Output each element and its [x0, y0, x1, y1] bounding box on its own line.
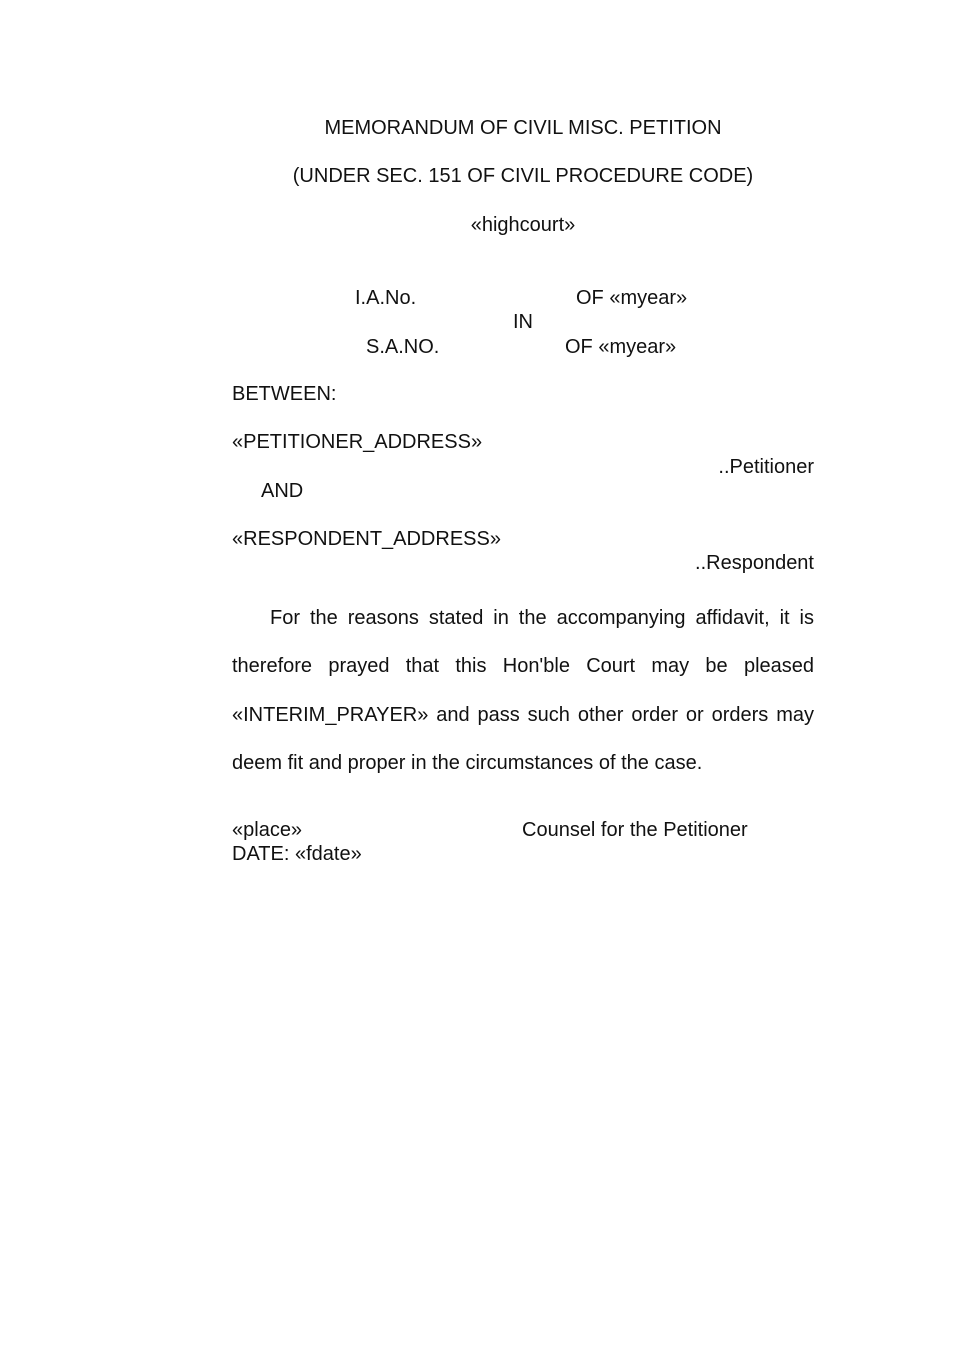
- in-label: IN: [513, 311, 533, 333]
- petitioner-role: ..Petitioner: [718, 456, 814, 478]
- respondent-address: «RESPONDENT_ADDRESS»: [232, 528, 501, 550]
- petitioner-address: «PETITIONER_ADDRESS»: [232, 431, 483, 453]
- document-title: MEMORANDUM OF CIVIL MISC. PETITION: [324, 117, 722, 139]
- between-label: BETWEEN:: [232, 383, 337, 405]
- respondent-role: ..Respondent: [695, 552, 814, 574]
- date-field: DATE: «fdate»: [232, 843, 362, 865]
- sa-number-label: S.A.NO.: [366, 336, 440, 358]
- ia-number-label: I.A.No.: [355, 287, 417, 309]
- sa-year: OF «myear»: [565, 336, 677, 358]
- prayer-paragraph: For the reasons stated in the accompanying affidavit, it is therefore prayed that this Hon'ble Court may be pleased «INTERIM_PRAYER» and pass such other order or orders may deem fit and proper in the circumstances of the case.: [232, 607, 814, 774]
- counsel-signature-label: Counsel for the Petitioner: [522, 819, 748, 841]
- document-subtitle: (UNDER SEC. 151 OF CIVIL PROCEDURE CODE): [292, 165, 754, 187]
- place-field: «place»: [232, 819, 303, 841]
- and-label: AND: [261, 480, 304, 502]
- court-name: «highcourt»: [470, 214, 576, 236]
- ia-year: OF «myear»: [576, 287, 688, 309]
